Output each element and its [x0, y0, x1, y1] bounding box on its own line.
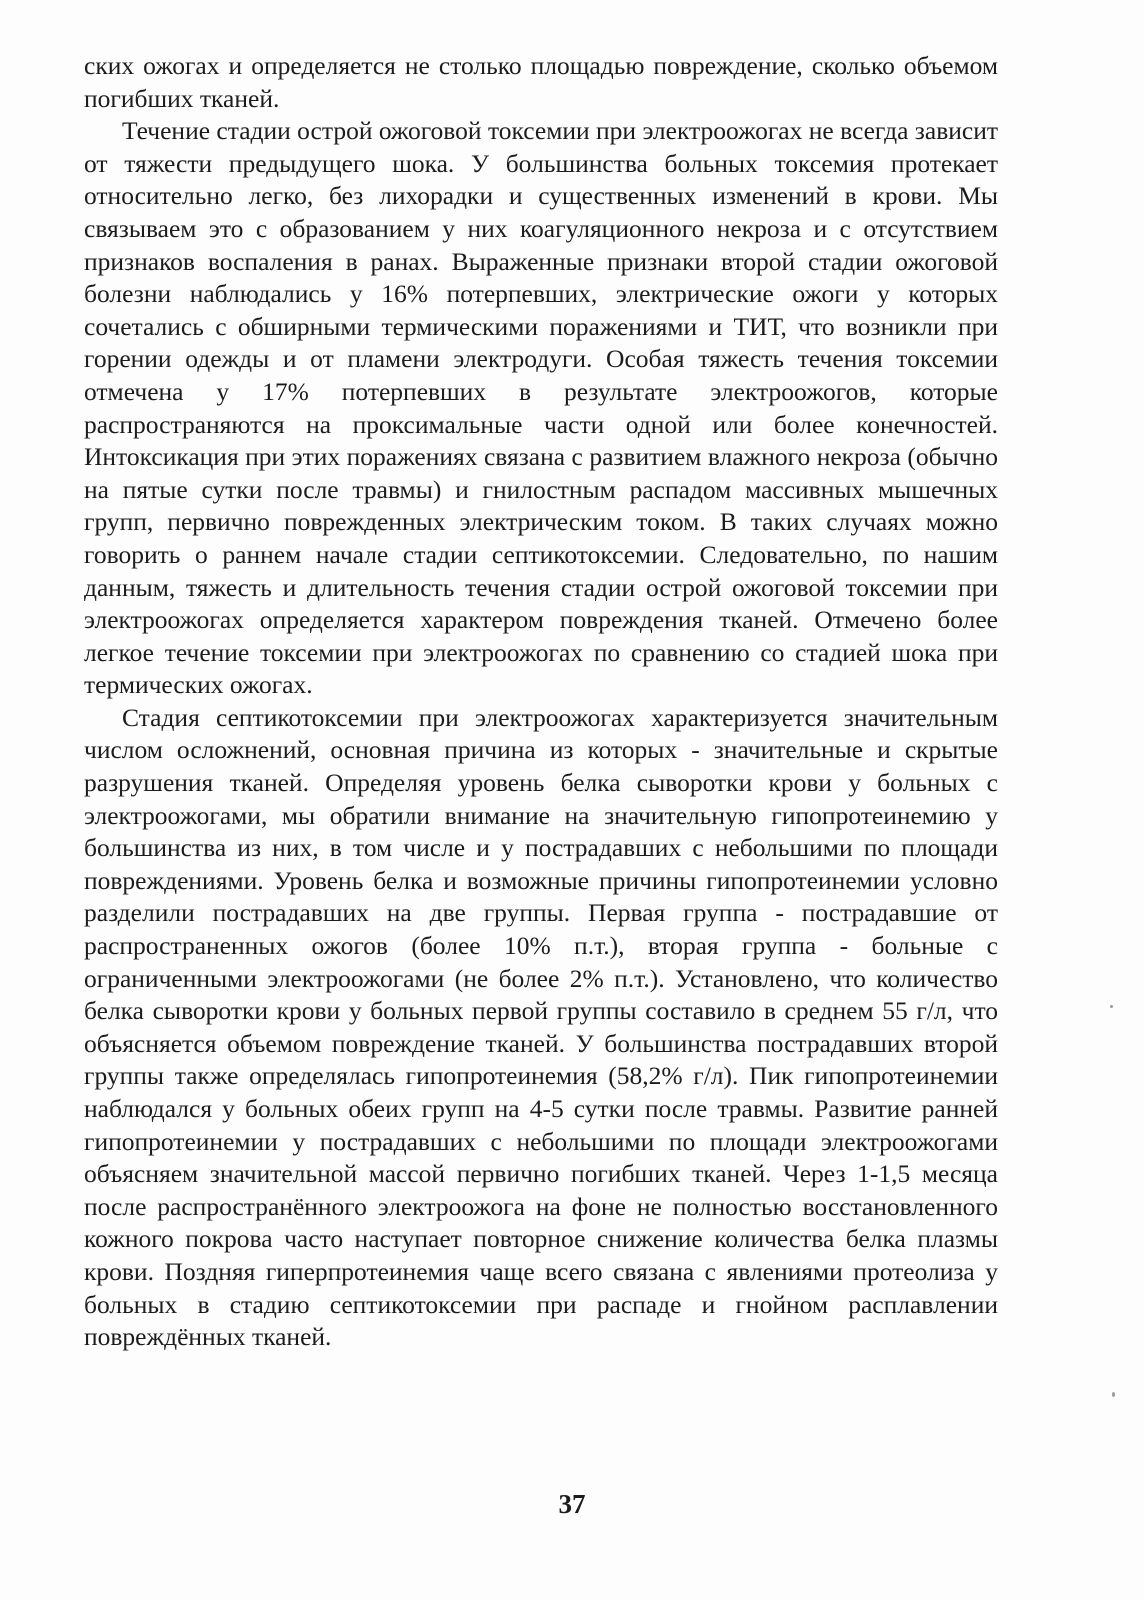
body-text: [84, 50, 998, 1354]
page-number: 37: [558, 1489, 586, 1519]
paragraph-toxemia: Течение стадии острой ожоговой токсемии при электроожогах не всегда зависит от тяжести предыдущего шока. У большинства больных токсемия протекает относительно легко, без лихорадки и существенных изменений в крови. Мы связываем это с образованием у них коагуляционного некроза и с отсутствием признаков воспаления в ранах. Выраженные признаки второй стадии ожоговой болезни наблюдались у 16% потерпевших, электрические ожоги у которых сочетались с обширными термическими поражениями и ТИТ, что возникли при горении одежды и от пламени электродуги. Особая тяжесть течения токсемии отмечена у 17% потерпевших в результате электроожогов, которые распространяются на проксимальные части одной или более конечностей. Интоксикация при этих поражениях связана с развитием влажного некроза (обычно на пятые сутки после травмы) и гнилостным распадом массивных мышечных групп, первично поврежденных электрическим током. В таких случаях можно говорить о раннем начале стадии септикотоксемии. Следовательно, по нашим данным, тяжесть и длительность течения стадии острой ожоговой токсемии при электроожогах определяется характером повреждения тканей. Отмечено более легкое течение токсемии при электроожогах по сравнению со стадией шока при термических ожогах.: [84, 116, 998, 700]
paragraph-septicotoxemia: Стадия септикотоксемии при электроожогах характеризуется значительным числом осложнений, основная причина из которых - значительные и скрытые разрушения тканей. Определяя уровень белка сыворотки крови у больных с электроожогами, мы обратили внимание на значительную гипопротеинемию у большинства из них, в том числе и у пострадавших с небольшими по площади повреждениями. Уровень белка и возможные причины гипопротеинемии условно разделили пострадавших на две группы. Первая группа - пострадавшие от распространенных ожогов (более 10% п.т.), вторая группа - больные с ограниченными электроожогами (не более 2% п.т.). Установлено, что количество белка сыворотки крови у больных первой группы составило в среднем 55 г/л, что объясняется объемом повреждение тканей. У большинства пострадавших второй группы также определялась гипопротеинемия (58,2% г/л). Пик гипопротеинемии наблюдался у больных обеих групп на 4-5 сутки после травмы. Развитие ранней гипопротеинемии у пострадавших с небольшими по площади электроожогами объясняем значительной массой первично погибших тканей. Через 1-1,5 месяца после распространённого электроожога на фоне не полностью восстановленного кожного покрова часто наступает повторное снижение количества белка плазмы крови. Поздняя гиперпротеинемия чаще всего связана с явлениями протеолиза у больных в стадию септикотоксемии при распаде и гнойном расплавлении повреждённых тканей.: [84, 702, 998, 1352]
scan-speck: [1110, 1005, 1113, 1008]
scan-speck: [1112, 1392, 1115, 1397]
paragraph-continuation: ских ожогах и определяется не столько площадью повреждение, сколько объемом погибших тканей.: [84, 51, 998, 113]
